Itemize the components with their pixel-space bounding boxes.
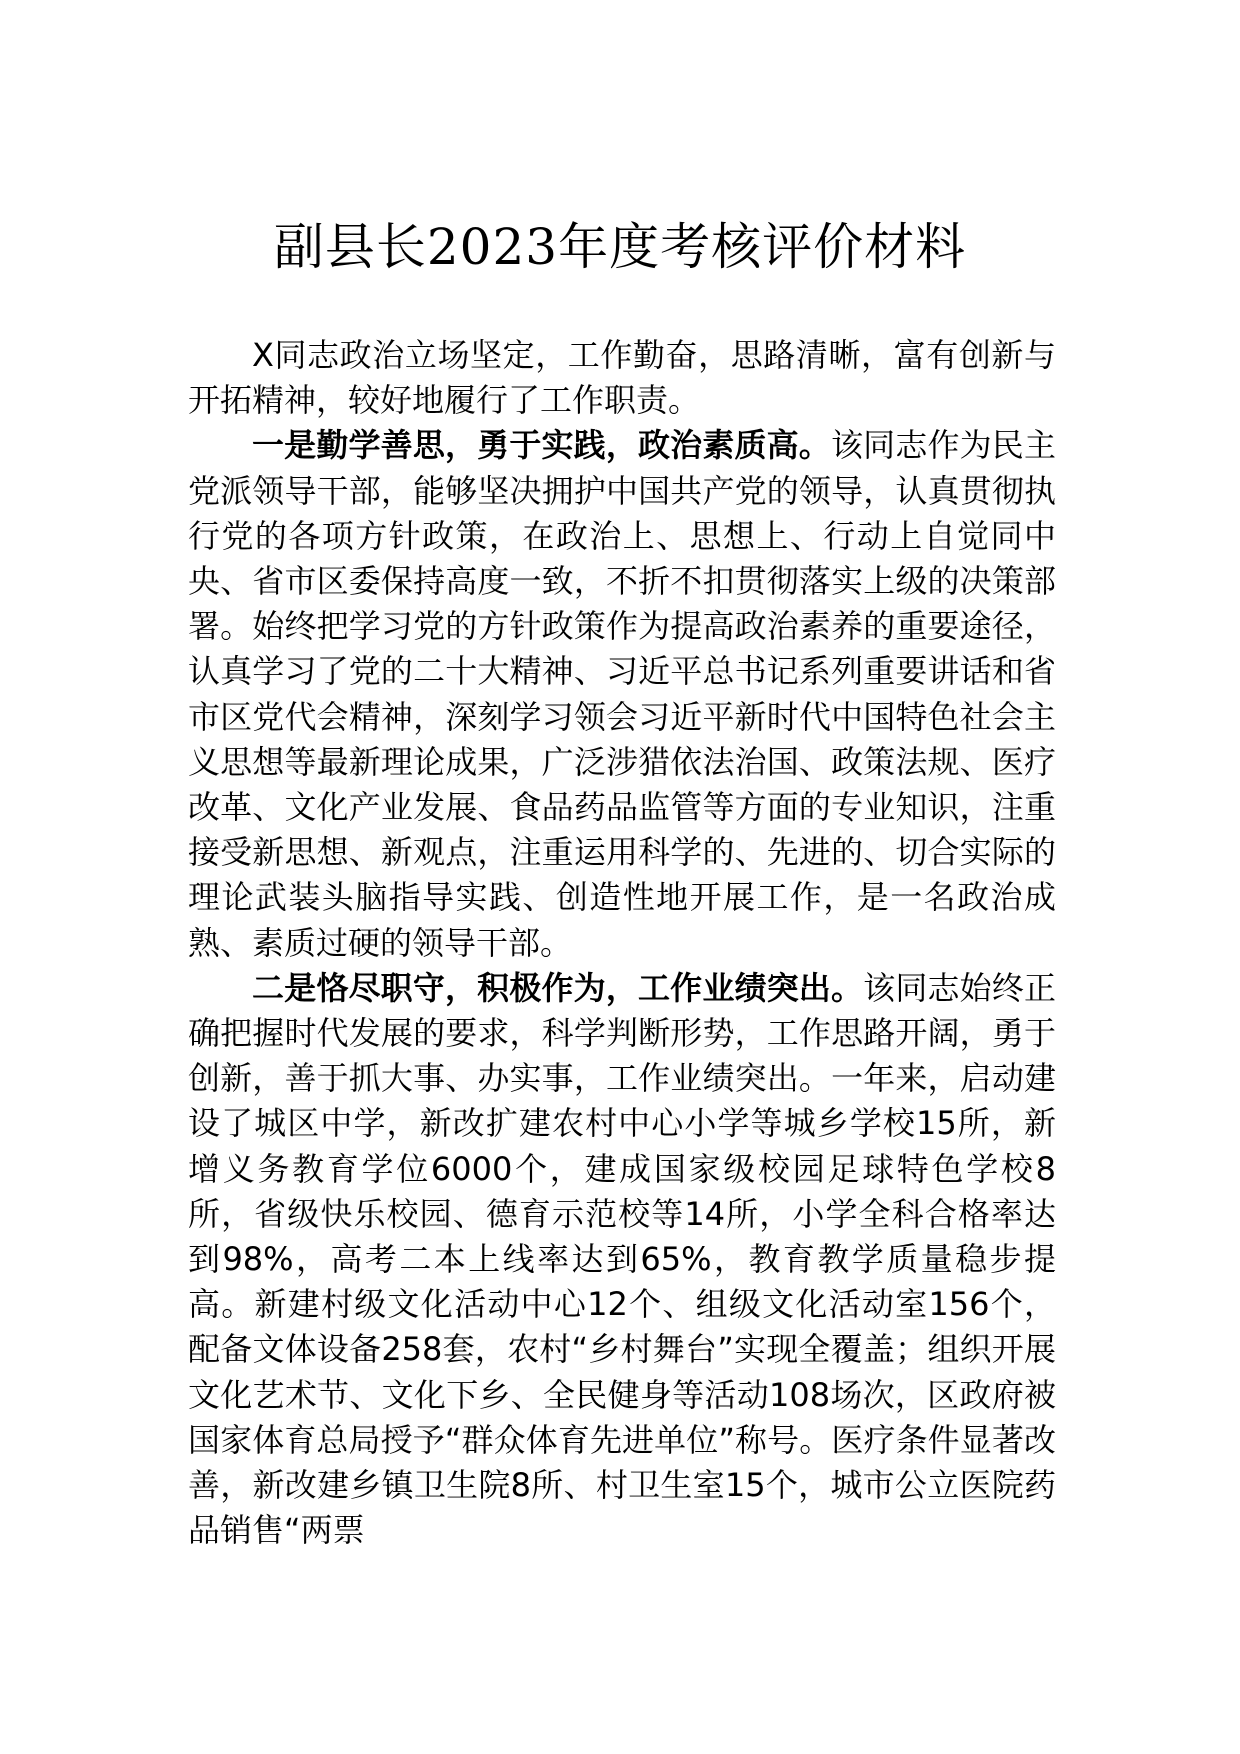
paragraph-work-performance: [188, 966, 1056, 1554]
paragraph-text: 该同志作为民主党派领导干部，能够坚决拥护中国共产党的领导，认真贯彻执行党的各项方针政策，在政治上、思想上、行动上自觉同中央、省市区委保持高度一致，不折不扣贯彻落实上级的决策部署。始终把学习党的方针政策作为提高政治素养的重要途径，认真学习了党的二十大精神、习近平总书记系列重要讲话和省市区党代会精神，深刻学习领会习近平新时代中国特色社会主义思想等最新理论成果，广泛涉猎依法治国、政策法规、医疗改革、文化产业发展、食品药品监管等方面的专业知识，注重接受新思想、新观点，注重运用科学的、先进的、切合实际的理论武装头脑指导实践、创造性地开展工作，是一名政治成熟、素质过硬的领导干部。: [188, 426, 1056, 962]
paragraph-intro: [188, 333, 1056, 423]
document-title: 副县长2023年度考核评价材料: [273, 218, 967, 276]
paragraph-text: X同志政治立场坚定，工作勤奋，思路清晰，富有创新与开拓精神，较好地履行了工作职责。: [188, 336, 1056, 420]
paragraph-text: 该同志始终正确把握时代发展的要求，科学判断形势，工作思路开阔，勇于创新，善于抓大事、办实事，工作业绩突出。一年来，启动建设了城区中学，新改扩建农村中心小学等城乡学校15所，新增义务教育学位6000个，建成国家级校园足球特色学校8所，省级快乐校园、德育示范校等14所，小学全科合格率达到98%，高考二本上线率达到65%，教育教学质量稳步提高。新建村级文化活动中心12个、组级文化活动室156个，配备文体设备258套，农村“乡村舞台”实现全覆盖；组织开展文化艺术节、文化下乡、全民健身等活动108场次，区政府被国家体育总局授予“群众体育先进单位”称号。医疗条件显著改善，新改建乡镇卫生院8所、村卫生室15个，城市公立医院药品销售“两票: [188, 968, 1056, 1550]
paragraph-lead: 二是恪尽职守，积极作为，工作业绩突出。: [252, 968, 864, 1007]
paragraph-lead: 一是勤学善思，勇于实践，政治素质高。: [252, 426, 831, 465]
paragraph-political-quality: [188, 423, 1056, 965]
document-body: [188, 333, 1056, 1553]
